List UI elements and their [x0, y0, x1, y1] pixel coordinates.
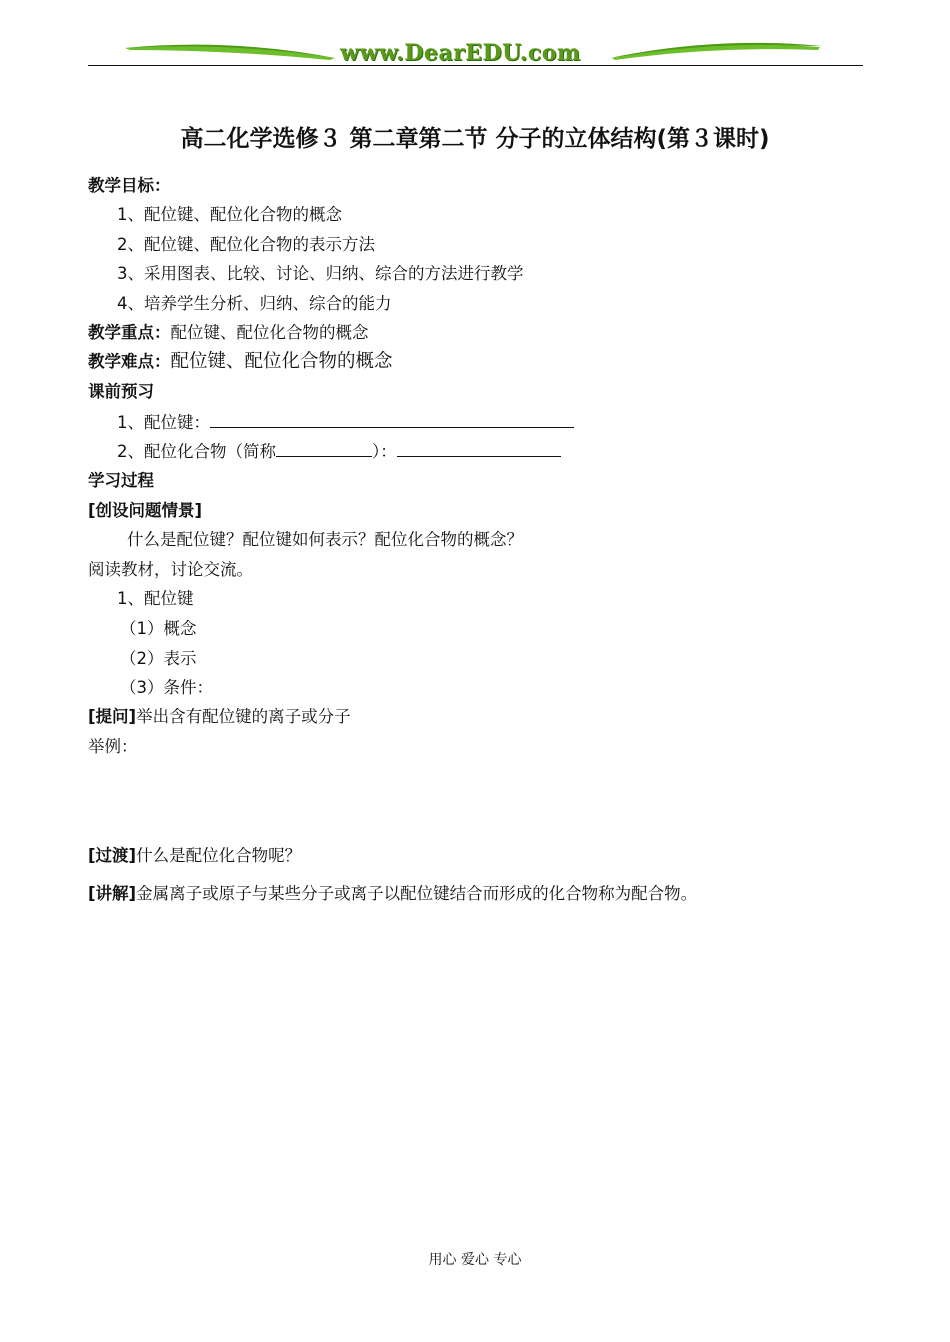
- objective-item: 3、采用图表、比较、讨论、归纳、综合的方法进行教学: [117, 264, 524, 283]
- ask-tag: [提问]: [88, 707, 137, 726]
- transition-line: [88, 842, 301, 866]
- fill-blank[interactable]: [397, 442, 561, 457]
- preview-item-2-label: 2、配位化合物（简称: [117, 442, 276, 461]
- preview-item-2-mid: ）：: [372, 442, 397, 461]
- bond-title: 1、配位键: [117, 589, 194, 608]
- process-heading: 学习过程: [88, 471, 154, 490]
- ask-text: 举出含有配位键的离子或分子: [136, 707, 351, 726]
- difficulty-text: 配位键、配位化合物的概念: [170, 351, 393, 372]
- difficulty: [88, 347, 393, 373]
- transition-tag: [过渡]: [88, 846, 137, 865]
- explain-line: [88, 880, 697, 904]
- preview-item-1-label: 1、配位键：: [117, 413, 210, 432]
- objective-item: 2、配位键、配位化合物的表示方法: [117, 235, 375, 254]
- bond-subitem: （2）表示: [120, 649, 197, 668]
- scenario-tag: [创设问题情景]: [88, 501, 203, 520]
- fill-blank[interactable]: [210, 413, 574, 428]
- preview-item-2: [117, 438, 561, 462]
- key-point: [88, 319, 369, 343]
- preview-item-1: [117, 409, 574, 433]
- bond-subitem: （1）概念: [120, 619, 197, 638]
- scenario-question: 什么是配位键？配位键如何表示？配位化合物的概念？: [127, 530, 523, 549]
- page-title: 高二化学选修３ 第二章第二节 分子的立体结构(第３课时): [180, 126, 770, 152]
- explain-tag: [讲解]: [88, 884, 137, 903]
- key-point-label: 教学重点：: [88, 323, 171, 342]
- key-point-text: 配位键、配位化合物的概念: [170, 323, 369, 342]
- header-rule: [88, 65, 863, 66]
- bond-subitem: （3）条件：: [120, 678, 213, 697]
- fill-blank[interactable]: [276, 442, 372, 457]
- example-label: 举例：: [88, 737, 138, 756]
- objective-item: 1、配位键、配位化合物的概念: [117, 205, 342, 224]
- page-footer: 用心 爱心 专心: [428, 1252, 522, 1268]
- ask-line: [88, 703, 351, 727]
- transition-text: 什么是配位化合物呢？: [136, 846, 302, 865]
- objective-item: 4、培养学生分析、归纳、综合的能力: [117, 294, 392, 313]
- difficulty-label: 教学难点：: [88, 352, 171, 371]
- preview-heading: 课前预习: [88, 382, 154, 401]
- objectives-heading: 教学目标：: [88, 176, 171, 195]
- explain-text: 金属离子或原子与某些分子或离子以配位键结合而形成的化合物称为配合物。: [136, 884, 698, 903]
- read-instruction: 阅读教材，讨论交流。: [88, 560, 253, 579]
- site-logo: www.DearEDU.com: [340, 40, 581, 66]
